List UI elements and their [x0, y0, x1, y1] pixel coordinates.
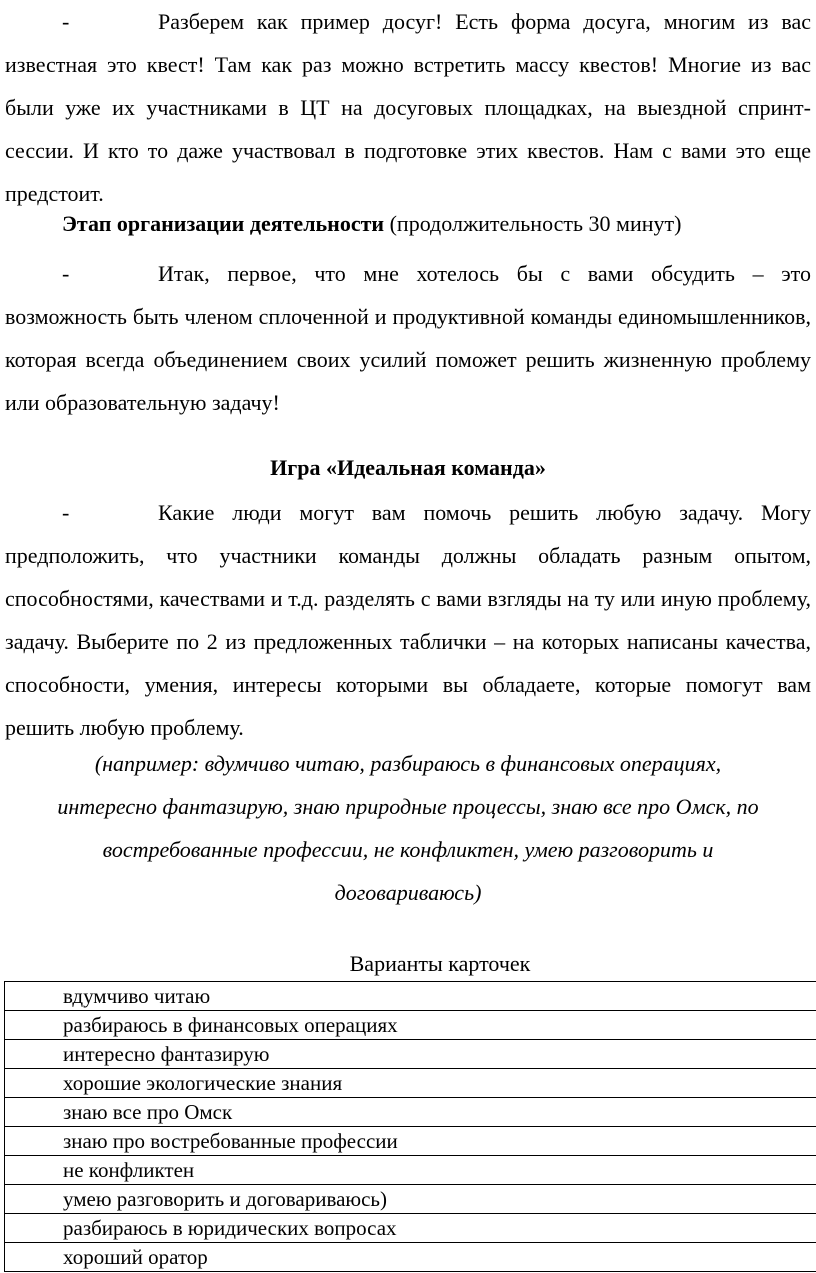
- example-line: (например: вдумчиво читаю, разбираюсь в финансовых операциях,: [94, 751, 722, 776]
- game-title: Игра «Идеальная команда»: [270, 455, 546, 480]
- table-row: [5, 1214, 816, 1243]
- card-cell: хорошие экологические знания: [5, 1069, 816, 1098]
- card-cell: умею разговорить и договариваюсь): [5, 1185, 816, 1214]
- card-cell: разбираюсь в финансовых операциях: [5, 1011, 816, 1040]
- stage-title: Этап организации деятельности: [62, 211, 385, 236]
- card-cell: разбираюсь в юридических вопросах: [5, 1214, 816, 1243]
- card-cell: хороший оратор: [5, 1243, 816, 1272]
- example-line: интересно фантазирую, знаю природные процессы, знаю все про Омск, по: [57, 794, 759, 819]
- card-cell: не конфликтен: [5, 1156, 816, 1185]
- example-block: [0, 742, 816, 914]
- paragraph-text: Итак, первое, что мне хотелось бы с вами обсудить – это возможность быть членом сплоченной и продуктивной команды единомышленников, которая всегда объединением своих усилий поможет решить жизненную проблему или образовательную задачу!: [5, 261, 811, 415]
- table-row: [5, 1098, 816, 1127]
- paragraph-leisure-quest: [5, 0, 811, 215]
- table-row: [5, 1069, 816, 1098]
- cards-title: Варианты карточек: [349, 951, 531, 976]
- example-line: договариваюсь): [334, 880, 482, 905]
- table-row: [5, 1185, 816, 1214]
- stage-heading: [62, 209, 681, 239]
- paragraph-game-instructions: [5, 491, 811, 749]
- table-row: [5, 1243, 816, 1272]
- table-row: [5, 1156, 816, 1185]
- stage-duration: (продолжительность 30 минут): [389, 211, 682, 236]
- card-cell: интересно фантазирую: [5, 1040, 816, 1069]
- paragraph-text: Какие люди могут вам помочь решить любую задачу. Могу предположить, что участники команды должны обладать разным опытом, способностями, качествами и т.д. разделять с вами взгляды на ту или иную проблему, задачу. Выберите по 2 из предложенных таблички – на которых написаны качества, способности, умения, интересы которыми вы обладаете, которые помогут вам решить любую проблему.: [5, 500, 811, 740]
- card-cell: знаю про востребованные профессии: [5, 1127, 816, 1156]
- example-line: востребованные профессии, не конфликтен, умею разговорить и: [102, 837, 714, 862]
- table-row: [5, 982, 816, 1011]
- card-cell: знаю все про Омск: [5, 1098, 816, 1127]
- paragraph-team: [5, 252, 811, 424]
- list-dash: -: [62, 500, 70, 525]
- card-cell: вдумчиво читаю: [5, 982, 816, 1011]
- cards-table: [4, 981, 816, 1272]
- list-dash: -: [62, 261, 70, 286]
- list-dash: -: [62, 9, 70, 34]
- paragraph-text: Разберем как пример досуг! Есть форма досуга, многим из вас известная это квест! Там как раз можно встретить массу квестов! Многие из вас были уже их участниками в ЦТ на досуговых площадках, на выездной спринт-сессии. И кто то даже участвовал в подготовке этих квестов. Нам с вами это еще предстоит.: [5, 9, 811, 206]
- table-row: [5, 1011, 816, 1040]
- table-row: [5, 1127, 816, 1156]
- table-row: [5, 1040, 816, 1069]
